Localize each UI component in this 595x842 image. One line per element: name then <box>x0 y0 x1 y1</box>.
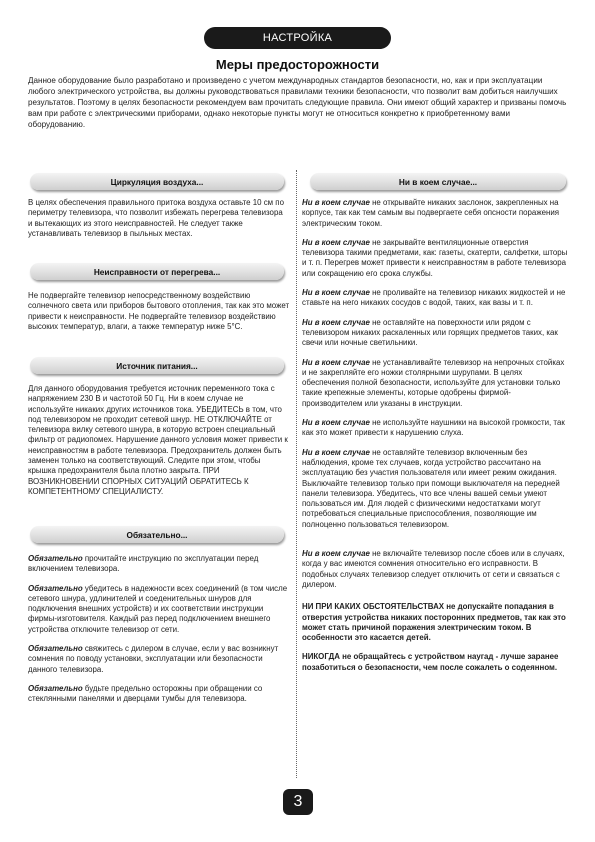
section-heading-never: Ни в коем случае... <box>310 173 566 190</box>
must-item: Обязательно прочитайте инструкцию по эксплуатации перед включением телевизора. <box>28 554 259 574</box>
never-item: Ни в коем случае не оставляйте на поверхности или рядом с телевизором никаких раскаленных или горящих предметов таких, как свечи или ночные светильники. <box>302 317 558 348</box>
must-item: Обязательно будьте предельно осторожны при обращении со стеклянными панелями и дверцами тумбы для телевизора. <box>28 683 263 704</box>
warning-circumstances: НИ ПРИ КАКИХ ОБСТОЯТЕЛЬСТВАХ не допускайте попадания в отверстия устройства никаких посторонних предметов, так как это может стать причиной поражения электрическим током. В особенности это касается детей. <box>302 602 566 643</box>
section-heading-power: Источник питания... <box>30 357 284 374</box>
must-item: Обязательно убедитесь в надежности всех соединений (в том числе сетевого шнура, удлинителей и соеденительных шнуров для подключения внешних устройств) и их соответствии инструкции фирмы-изготовителя. Каждый раз перед подключением внешнего устройства отключите телевизор от сети. <box>28 583 288 634</box>
section-label: НАСТРОЙКА <box>262 32 333 44</box>
section-heading-must: Обязательно... <box>30 526 284 543</box>
page-number: 3 <box>283 789 313 815</box>
warning-never: НИКОГДА не обращайтесь с устройством наугад - лучше заранее позаботиться о безопасности, чем после сожалеть о содеянном. <box>302 652 559 672</box>
never-item: Ни в коем случае не используйте наушники на высокой громкости, так как это может привести к нарушению слуха. <box>302 418 565 438</box>
never-item: Ни в коем случае не проливайте на телевизор никаких жидкостей и не ставьте на него никаких сосудов с водой, таких, как вазы и т. п. <box>302 288 566 308</box>
section-banner <box>204 27 391 49</box>
must-list <box>28 554 292 705</box>
must-item: Обязательно свяжитесь с дилером в случае, если у вас возникнут сомнения по поводу установки, эксплуатации или безопасности данного телевизора. <box>28 644 279 674</box>
page-title: Меры предосторожности <box>215 57 380 72</box>
intro-paragraph: Данное оборудование было разработано и произведено с учетом международных стандартов безопасности, но, как и при эксплуатации любого электрического устройства, вы должны руководствоваться правилами техники безопасности, что позволит вам добиться наилучших результатов. Поэтому в целях безопасности рекомендуем вам прочитать следующие правила. Они имеют общий характер и призваны помочь вам при работе с электрическими приборами, однако некоторые пункты могут не относиться конкретно к приобретенному вами оборудованию. <box>28 76 567 129</box>
never-item: Ни в коем случае не включайте телевизор после сбоев или в случаях, когда у вас имеются сомнения относительно его исправности. В подобных случаях телевизор следует отключить от сети и связаться с дилером. <box>302 549 565 589</box>
overheat-paragraph: Не подвергайте телевизор непосредственному воздействию солнечного света или приборов бытового отопления, так как это может привести к неисправности. Не подвергайте телевизор воздействию высоких температур, влаги, а также температур ниже 5°С. <box>28 291 290 331</box>
section-heading-air: Циркуляция воздуха... <box>30 173 284 190</box>
never-list <box>302 198 570 673</box>
air-paragraph: В целях обеспечения правильного притока воздуха оставьте 10 см по периметру телевизора, что позволит избежать перегрева телевизора и вытекающих из этого неисправностей. Не следует также устанавливать телевизор в пыльных местах. <box>28 198 284 238</box>
section-heading-overheat: Неисправности от перегрева... <box>30 263 284 280</box>
never-item: Ни в коем случае не оставляйте телевизор включенным без наблюдения, кроме тех случаев, когда устройство рассчитано на эксплуатацию без участия пользователя или имеет режим ожидания. Выключайте телевизор только при помощи выключателя на передней панели телевизора. Убедитесь, что все члены вашей семьи умеют пользоваться им. Для людей с физическими недостатками могут потребоваться специальные приспособления, позволяющие им полноценно пользоваться телевизором. <box>302 447 560 529</box>
column-divider <box>296 170 297 778</box>
never-item: Ни в коем случае не открывайте никаких заслонок, закрепленных на корпусе, так как тем самым вы подвергаете себя опсности поражения электрическим током. <box>302 198 560 228</box>
never-item: Ни в коем случае не закрывайте вентиляционные отверстия телевизора такими предметами, как: газеты, скатерти, салфетки, шторы и т. п. Перегрев может привести к неисправностям в работе телевизора или сокращению его срока службы. <box>302 237 568 278</box>
never-item: Ни в коем случае не устанавливайте телевизор на непрочных стойках и не закрепляйте его ножки столярными шурупами. В целях обеспечения полной безопасности, используйте для установки только такие крепежные элементы, которые одобрены фирмой-производителем или указаны в инструкции. <box>302 357 565 408</box>
power-paragraph: Для данного оборудования требуется источник переменного тока с напряжением 230 В и частотой 50 Гц. Ни в коем случае не используйте никаких других источников тока. УБЕДИТЕСЬ в том, что под телевизором не проходит сетевой шнур. НЕ ОТКЛЮЧАЙТЕ от телевизора вилку сетевого шнура, в которую встроен специальный фильтр от радиопомех. Нарушение данного условия может привести к неисправностям в работе телевизора. Предохранитель должен быть заменен только на соответствующий. Следите при этом, чтобы крышка предохранителя была плотно закрыта. ПРИ ВОЗНИКНОВЕНИИ СПОРНЫХ СИТУАЦИЙ ОБРАТИТЕСЬ К КОМПЕТЕНТНОМУ СПЕЦИАЛИСТУ. <box>28 384 288 496</box>
